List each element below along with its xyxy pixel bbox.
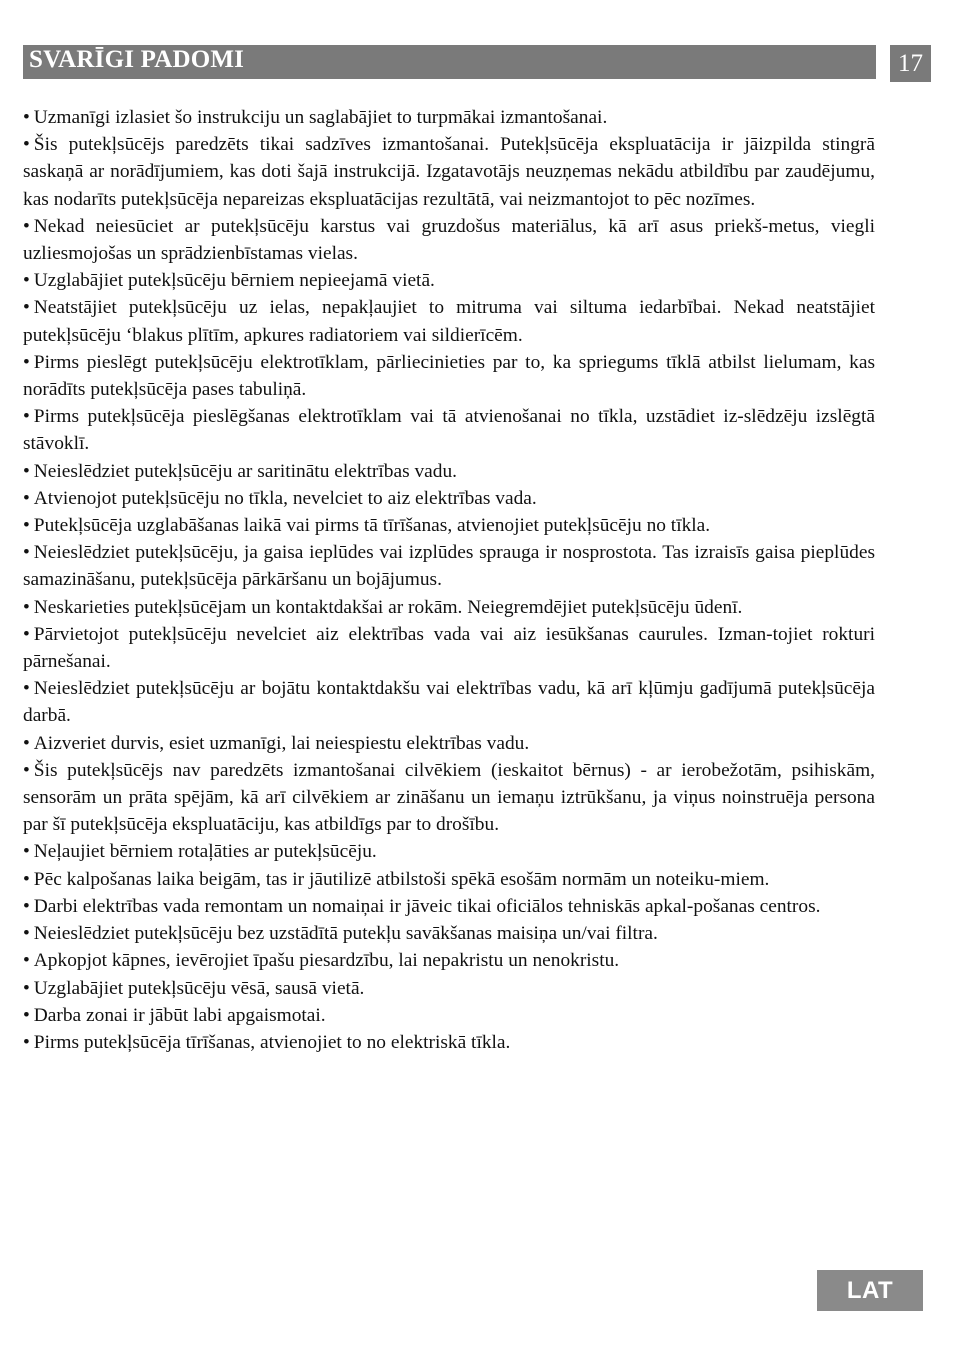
bullet-icon: • [23,977,30,999]
safety-tip-item [23,975,875,1002]
bullet-icon: • [23,623,30,645]
bullet-icon: • [23,460,30,482]
bullet-icon: • [23,134,30,156]
safety-tip-item [23,403,875,457]
bullet-icon: • [23,542,30,564]
bullet-icon: • [23,1004,30,1026]
safety-tip-item [23,730,875,757]
safety-tip-item [23,594,875,621]
safety-tip-item [23,838,875,865]
safety-tip-item [23,920,875,947]
bullet-icon: • [23,1031,30,1053]
bullet-icon: • [23,841,30,863]
safety-tip-item [23,294,875,348]
safety-tip-text: Darbi elektrības vada remontam un nomaiņai ir jāveic tikai oficiālos tehniskās apkal-pošanas centros. [33,895,821,917]
bullet-icon: • [23,868,30,890]
safety-tip-text: Pirms pieslēgt putekļsūcēju elektrotīklam, pārliecinieties par to, ka spriegums tīklā atbilst lielumam, kas norādīts putekļsūcēja pases tabuliņā. [23,351,875,401]
safety-tip-text: Šis putekļsūcējs nav paredzēts izmantošanai cilvēkiem (ieskaitot bērnus) - ar ierobežotām, psihiskām, sensorām un prāta spējām, kā arī cilvēkiem ar zināšanu un iemaņu iztrūkšanu, ja viņus noinstruēja persona par šī putekļsūcēja ekspluatāciju, kas atbildīgs par to drošību. [23,759,875,836]
safety-tip-text: Nekad neiesūciet ar putekļsūcēju karstus vai gruzdošus materiālus, kā arī asus priekš-metus, viegli uzliesmojošas un sprādzienbīstamas vielas. [23,215,875,265]
safety-tip-text: Neskarieties putekļsūcējam un kontaktdakšai ar rokām. Neiegremdējiet putekļsūcēju ūdenī. [33,596,743,618]
bullet-icon: • [23,678,30,700]
safety-tip-text: Putekļsūcēja uzglabāšanas laikā vai pirms tā tīrīšanas, atvienojiet putekļsūcēju no tīkla. [33,515,711,537]
safety-tip-text: Atvienojot putekļsūcēju no tīkla, nevelciet to aiz elektrības vada. [33,487,537,509]
safety-tip-text: Aizveriet durvis, esiet uzmanīgi, lai neiespiestu elektrības vadu. [33,732,530,754]
bullet-icon: • [23,732,30,754]
safety-tip-item [23,213,875,267]
safety-tip-text: Pirms putekļsūcēja pieslēgšanas elektrotīklam vai tā atvienošanai no tīkla, uzstādiet iz-slēdzēju izslēgtā stāvoklī. [23,406,875,455]
safety-tip-item [23,485,875,512]
bullet-icon: • [23,950,30,972]
bullet-icon: • [23,297,30,319]
safety-tip-item [23,675,875,729]
safety-tip-item [23,267,875,294]
section-header-bar [23,45,876,79]
safety-tip-item [23,621,875,675]
safety-tip-text: Šis putekļsūcējs paredzēts tikai sadzīves izmantošanai. Putekļsūcēja ekspluatācija ir jāizpilda stingrā saskaņā ar norādījumiem, kas doti šajā instrukcijā. Izgatavotājs neuzņemas nekādu atbildību par zaudējumu, kas nodarīts putekļsūcēja nepareizas ekspluatācijas rezultātā, vai neizmantojot to pēc nozīmes. [23,134,875,210]
safety-tip-text: Neieslēdziet putekļsūcēju ar saritinātu elektrības vadu. [33,460,458,482]
safety-tip-text: Pirms putekļsūcēja tīrīšanas, atvienojiet to no elektriskā tīkla. [33,1031,511,1053]
safety-tip-text: Uzmanīgi izlasiet šo instrukciju un saglabājiet to turpmākai izmantošanai. [33,107,608,128]
safety-tip-item [23,349,875,403]
safety-tip-text: Neieslēdziet putekļsūcēju ar bojātu kontaktdakšu vai elektrības vadu, kā arī kļūmju gadījumā putekļsūcēja darbā. [23,678,875,727]
safety-tip-text: Pārvietojot putekļsūcēju nevelciet aiz elektrības vada vai aiz iesūkšanas caurules. Izman-tojiet rokturi pārnešanai. [23,623,875,673]
bullet-icon: • [23,515,30,537]
bullet-icon: • [23,107,30,128]
safety-tip-item [23,131,875,213]
bullet-icon: • [23,895,30,917]
safety-tip-text: Neieslēdziet putekļsūcēju bez uzstādītā putekļu savākšanas maisiņa un/vai filtra. [33,923,658,945]
bullet-icon: • [23,215,30,237]
bullet-icon: • [23,759,30,781]
safety-tip-text: Darba zonai ir jābūt labi apgaismotai. [33,1004,326,1026]
safety-tip-item [23,866,875,893]
safety-tip-text: Neļaujiet bērniem rotaļāties ar putekļsūcēju. [33,841,377,863]
safety-tip-text: Neatstājiet putekļsūcēju uz ielas, nepakļaujiet to mitruma vai siltuma iedarbībai. Nekad neatstājiet putekļsūcēju ‘blakus plītīm, apkures radiatoriem vai sildierīcēm. [23,297,875,346]
safety-tip-text: Neieslēdziet putekļsūcēju, ja gaisa ieplūdes vai izplūdes sprauga ir nosprostota. Tas izraisīs gaisa pieplūdes samazināšanu, putekļsūcēja pārkāršanu un bojājumus. [23,542,875,591]
bullet-icon: • [23,351,30,373]
page-number: 17 [890,45,931,82]
bullet-icon: • [23,406,30,428]
safety-tip-item [23,104,875,131]
bullet-icon: • [23,596,30,618]
safety-tip-text: Pēc kalpošanas laika beigām, tas ir jāutilizē atbilstoši spēkā esošām normām un noteiku-miem. [33,868,770,890]
bullet-icon: • [23,270,30,292]
safety-tip-item [23,1029,875,1056]
safety-tip-text: Apkopjot kāpnes, ievērojiet īpašu piesardzību, lai nepakristu un nenokristu. [33,950,620,972]
safety-tip-item [23,539,875,593]
safety-tip-item [23,512,875,539]
bullet-icon: • [23,923,30,945]
safety-tip-item [23,1002,875,1029]
section-title: SVARĪGI PADOMI [29,46,245,73]
safety-tip-text: Uzglabājiet putekļsūcēju vēsā, sausā vietā. [33,977,365,999]
safety-tip-item [23,458,875,485]
safety-tip-item [23,893,875,920]
safety-tips-list [23,104,875,1056]
language-badge: LAT [817,1270,923,1311]
safety-tip-item [23,757,875,839]
safety-tip-item [23,947,875,974]
safety-tip-text: Uzglabājiet putekļsūcēju bērniem nepieejamā vietā. [33,270,435,292]
bullet-icon: • [23,487,30,509]
